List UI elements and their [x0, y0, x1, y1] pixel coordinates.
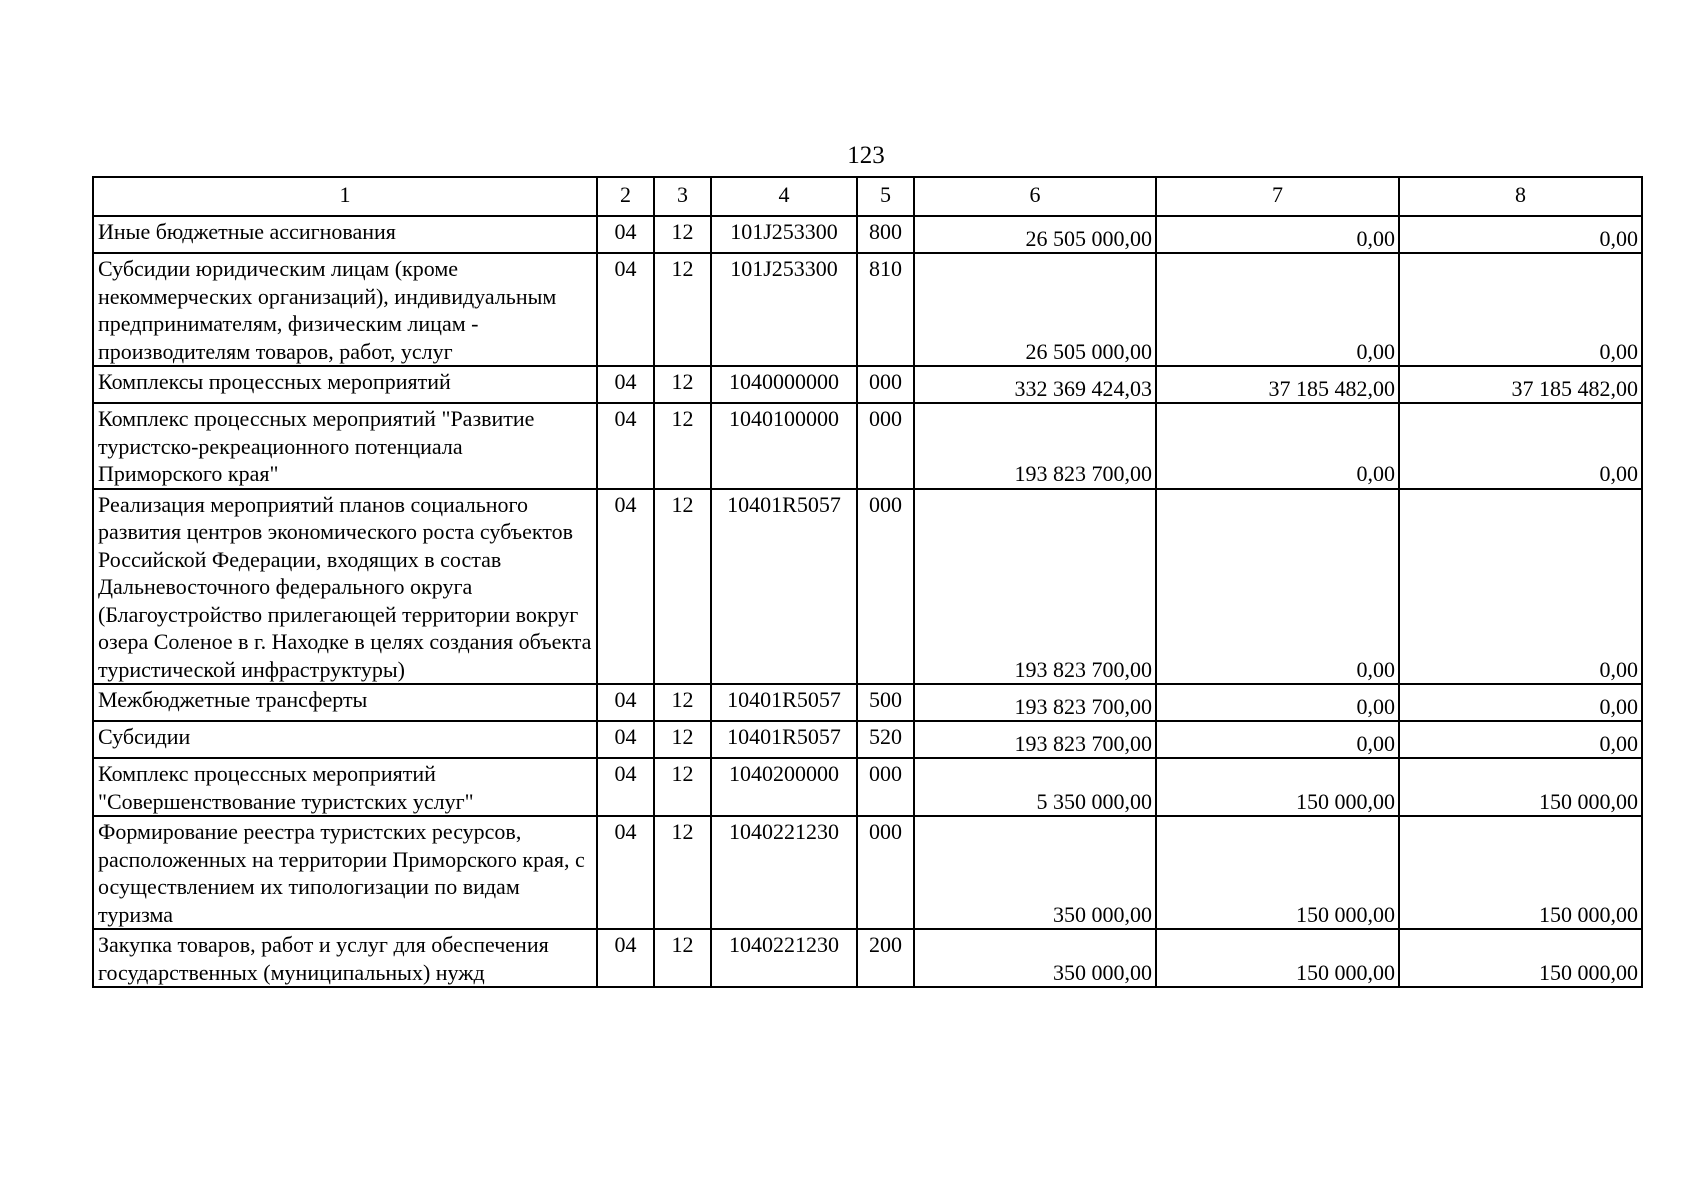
amount-col6: 26 505 000,00 — [914, 253, 1156, 366]
subsection-code: 12 — [654, 816, 711, 929]
subsection-code: 12 — [654, 366, 711, 403]
amount-col8: 0,00 — [1399, 721, 1642, 758]
target-article-code: 1040200000 — [711, 758, 857, 816]
row-name: Комплексы процессных мероприятий — [93, 366, 597, 403]
amount-col7: 37 185 482,00 — [1156, 366, 1399, 403]
row-name: Субсидии юридическим лицам (кроме некоммерческих организаций), индивидуальным предпринимателям, физическим лицам - производителям товаров, работ, услуг — [93, 253, 597, 366]
amount-col8: 0,00 — [1399, 403, 1642, 489]
row-name: Закупка товаров, работ и услуг для обеспечения государственных (муниципальных) нужд — [93, 929, 597, 987]
target-article-code: 10401R5057 — [711, 489, 857, 685]
row-name: Субсидии — [93, 721, 597, 758]
row-name: Реализация мероприятий планов социального развития центров экономического роста субъектов Российской Федерации, входящих в состав Дальневосточного федерального округа (Благоустройство прилегающей территории вокруг озера Соленое в г. Находке в целях создания объекта туристической инфраструктуры) — [93, 489, 597, 685]
header-cell: 4 — [711, 177, 857, 216]
amount-col8: 150 000,00 — [1399, 758, 1642, 816]
table-row — [93, 929, 1642, 987]
amount-col6: 26 505 000,00 — [914, 216, 1156, 253]
expense-type-code: 000 — [857, 403, 914, 489]
page-number: 123 — [847, 142, 885, 169]
subsection-code: 12 — [654, 684, 711, 721]
subsection-code: 12 — [654, 216, 711, 253]
amount-col7: 0,00 — [1156, 216, 1399, 253]
amount-col7: 0,00 — [1156, 721, 1399, 758]
target-article-code: 101J253300 — [711, 216, 857, 253]
subsection-code: 12 — [654, 721, 711, 758]
table-row — [93, 721, 1642, 758]
target-article-code: 1040000000 — [711, 366, 857, 403]
expense-type-code: 000 — [857, 816, 914, 929]
table-row — [93, 366, 1642, 403]
section-code: 04 — [597, 816, 654, 929]
amount-col6: 193 823 700,00 — [914, 403, 1156, 489]
amount-col6: 193 823 700,00 — [914, 721, 1156, 758]
section-code: 04 — [597, 403, 654, 489]
table-row — [93, 403, 1642, 489]
amount-col7: 150 000,00 — [1156, 929, 1399, 987]
table-row — [93, 684, 1642, 721]
row-name: Комплекс процессных мероприятий "Развитие туристско-рекреационного потенциала Приморского края" — [93, 403, 597, 489]
section-code: 04 — [597, 489, 654, 685]
expense-type-code: 200 — [857, 929, 914, 987]
table-row — [93, 489, 1642, 685]
subsection-code: 12 — [654, 929, 711, 987]
target-article-code: 1040221230 — [711, 816, 857, 929]
amount-col6: 350 000,00 — [914, 816, 1156, 929]
header-cell: 2 — [597, 177, 654, 216]
header-cell: 7 — [1156, 177, 1399, 216]
amount-col8: 150 000,00 — [1399, 929, 1642, 987]
subsection-code: 12 — [654, 403, 711, 489]
amount-col7: 0,00 — [1156, 253, 1399, 366]
budget-table — [92, 176, 1643, 988]
section-code: 04 — [597, 366, 654, 403]
target-article-code: 1040100000 — [711, 403, 857, 489]
expense-type-code: 000 — [857, 366, 914, 403]
amount-col7: 150 000,00 — [1156, 758, 1399, 816]
section-code: 04 — [597, 216, 654, 253]
row-name: Иные бюджетные ассигнования — [93, 216, 597, 253]
subsection-code: 12 — [654, 758, 711, 816]
row-name: Межбюджетные трансферты — [93, 684, 597, 721]
amount-col6: 332 369 424,03 — [914, 366, 1156, 403]
amount-col8: 150 000,00 — [1399, 816, 1642, 929]
target-article-code: 101J253300 — [711, 253, 857, 366]
amount-col8: 0,00 — [1399, 489, 1642, 685]
section-code: 04 — [597, 253, 654, 366]
table-row — [93, 253, 1642, 366]
section-code: 04 — [597, 721, 654, 758]
header-cell: 8 — [1399, 177, 1642, 216]
amount-col6: 5 350 000,00 — [914, 758, 1156, 816]
header-cell: 1 — [93, 177, 597, 216]
amount-col6: 350 000,00 — [914, 929, 1156, 987]
target-article-code: 1040221230 — [711, 929, 857, 987]
target-article-code: 10401R5057 — [711, 721, 857, 758]
target-article-code: 10401R5057 — [711, 684, 857, 721]
amount-col7: 150 000,00 — [1156, 816, 1399, 929]
expense-type-code: 000 — [857, 758, 914, 816]
amount-col8: 0,00 — [1399, 684, 1642, 721]
table-row — [93, 816, 1642, 929]
header-cell: 5 — [857, 177, 914, 216]
amount-col8: 37 185 482,00 — [1399, 366, 1642, 403]
amount-col6: 193 823 700,00 — [914, 489, 1156, 685]
amount-col8: 0,00 — [1399, 216, 1642, 253]
amount-col6: 193 823 700,00 — [914, 684, 1156, 721]
header-row — [93, 177, 1642, 216]
subsection-code: 12 — [654, 489, 711, 685]
expense-type-code: 520 — [857, 721, 914, 758]
amount-col7: 0,00 — [1156, 489, 1399, 685]
subsection-code: 12 — [654, 253, 711, 366]
expense-type-code: 800 — [857, 216, 914, 253]
header-cell: 3 — [654, 177, 711, 216]
amount-col7: 0,00 — [1156, 684, 1399, 721]
table-row — [93, 758, 1642, 816]
expense-type-code: 500 — [857, 684, 914, 721]
amount-col8: 0,00 — [1399, 253, 1642, 366]
section-code: 04 — [597, 684, 654, 721]
row-name: Комплекс процессных мероприятий "Совершенствование туристских услуг" — [93, 758, 597, 816]
section-code: 04 — [597, 929, 654, 987]
header-cell: 6 — [914, 177, 1156, 216]
row-name: Формирование реестра туристских ресурсов, расположенных на территории Приморского края, с осуществлением их типологизации по видам туризма — [93, 816, 597, 929]
expense-type-code: 000 — [857, 489, 914, 685]
amount-col7: 0,00 — [1156, 403, 1399, 489]
expense-type-code: 810 — [857, 253, 914, 366]
section-code: 04 — [597, 758, 654, 816]
table-row — [93, 216, 1642, 253]
